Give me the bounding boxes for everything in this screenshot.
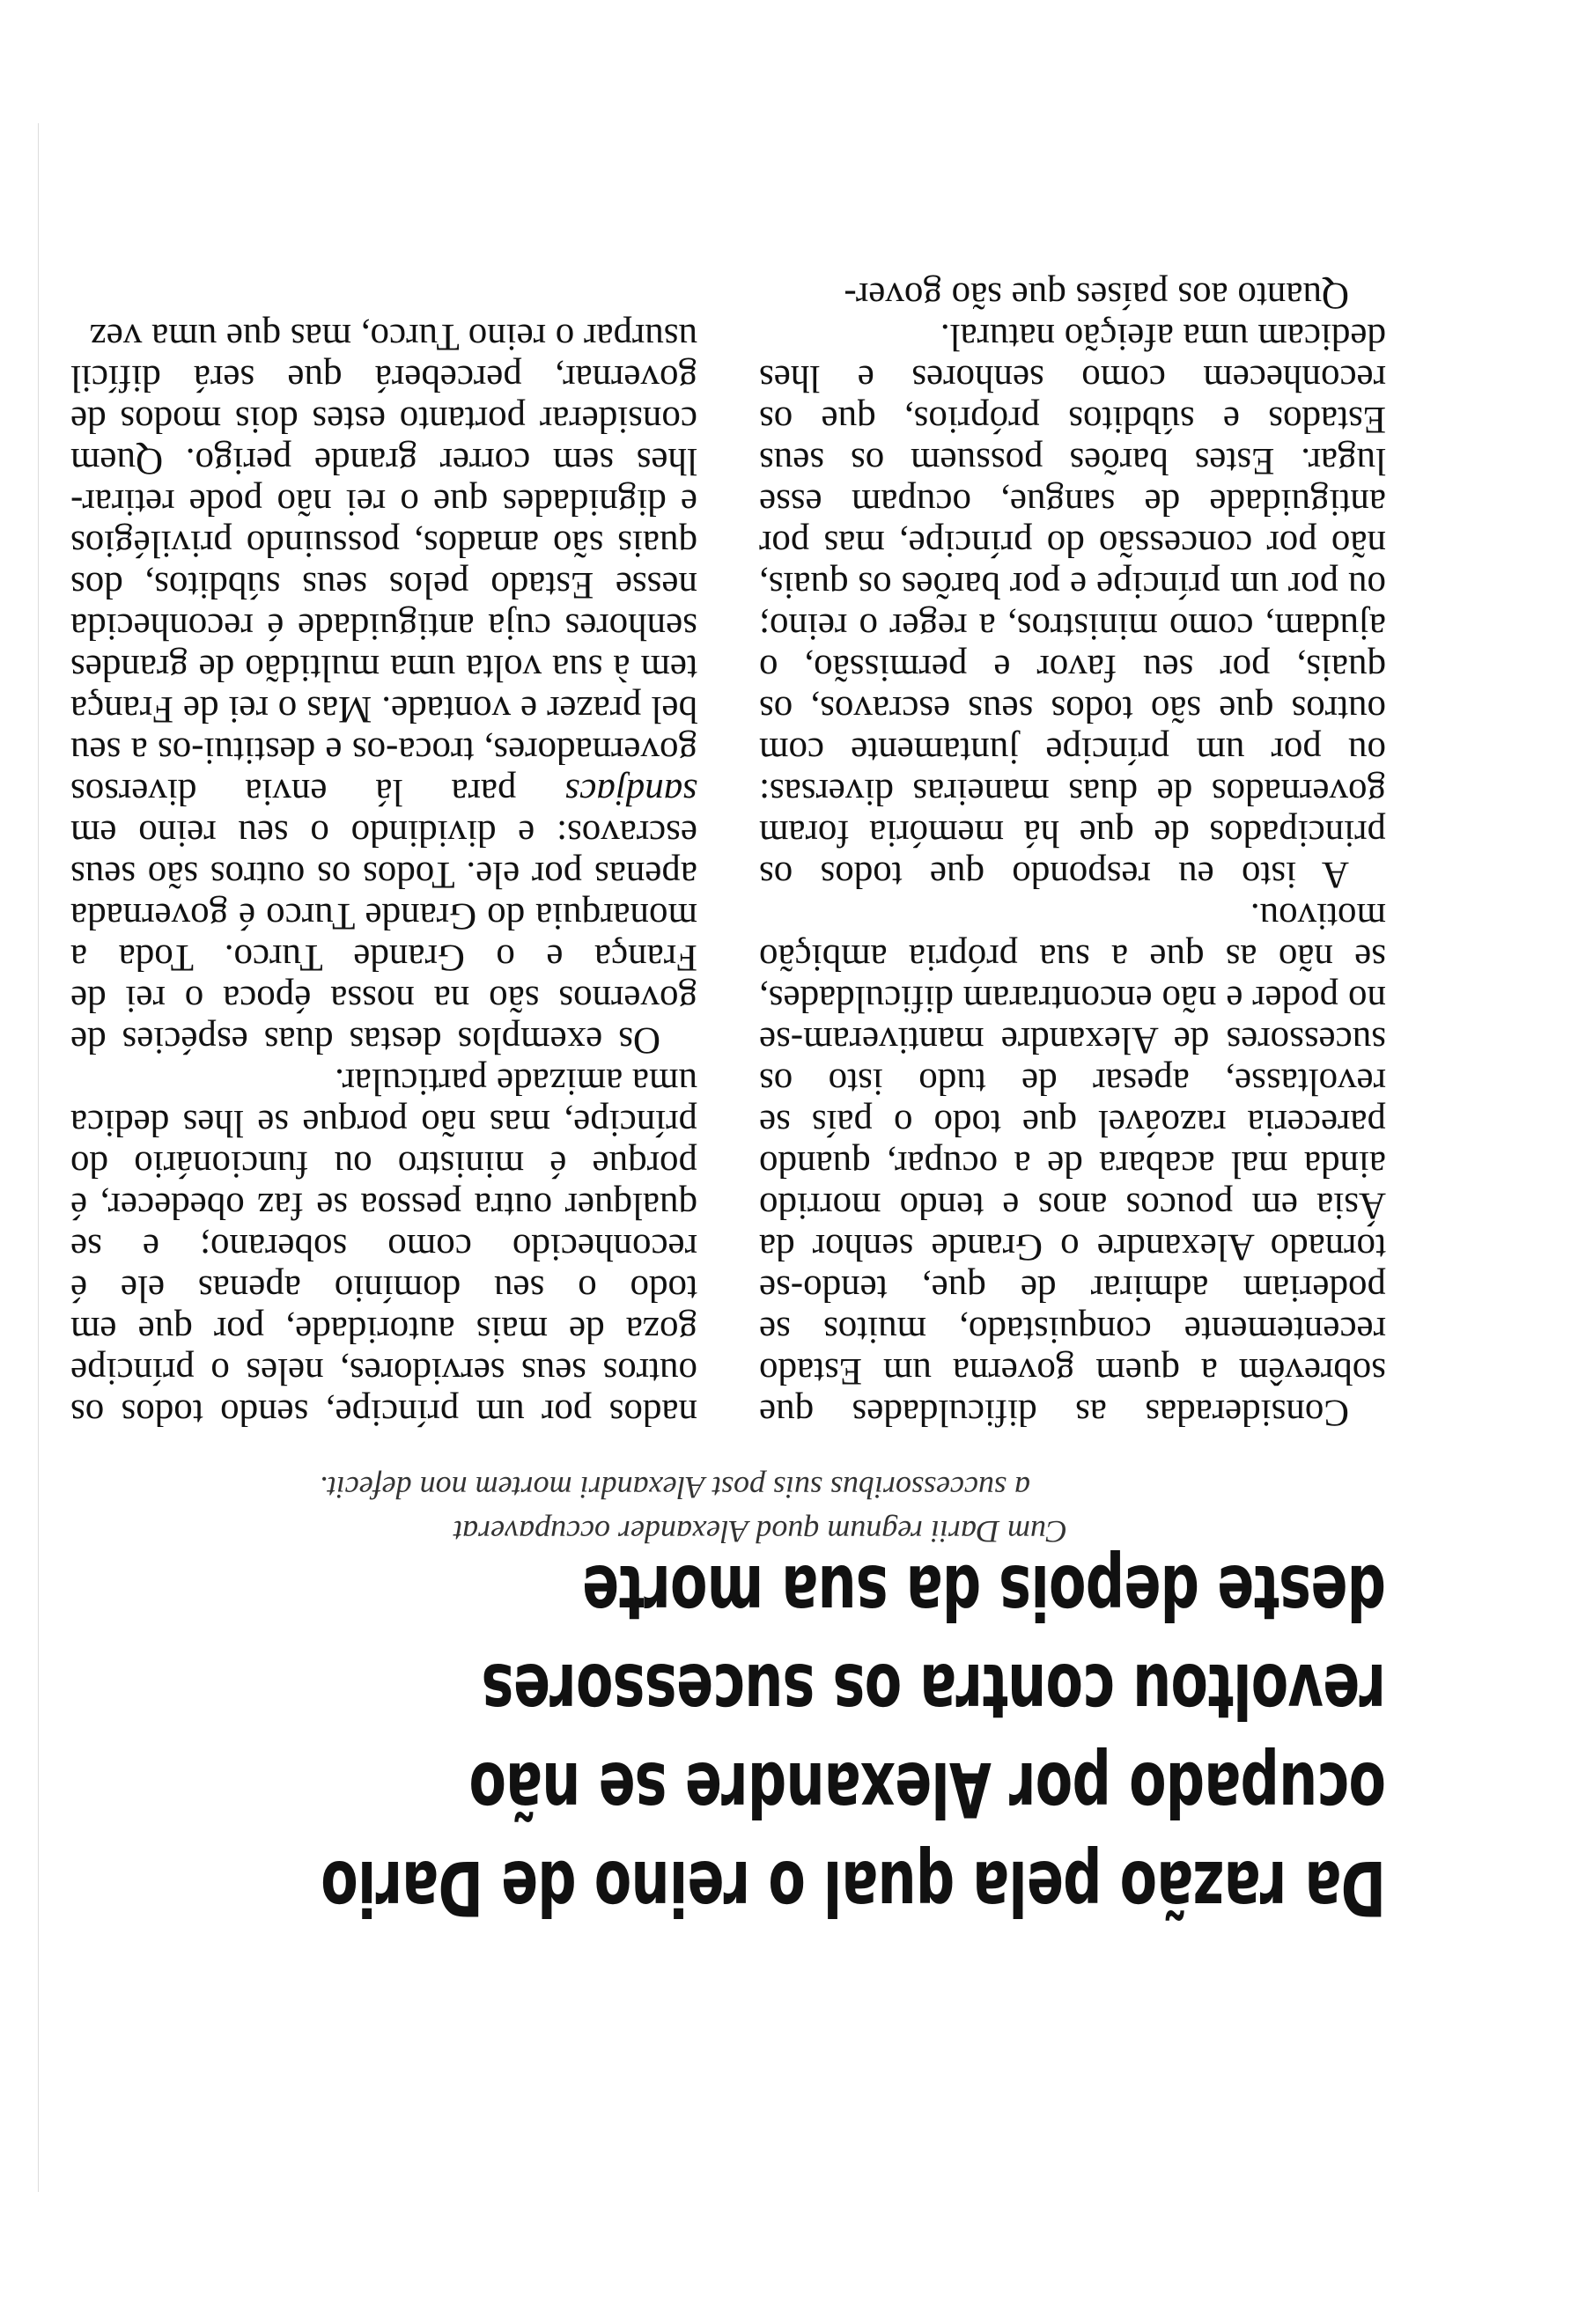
paragraph: Quanto aos países que são gover- [844, 275, 1349, 316]
chapter-title-line: ocupado por Alexandre se não [469, 1745, 1386, 1833]
chapter-title-line: deste depois da sua morte [582, 1548, 1386, 1636]
chapter-title-line: revoltou contra os sucessores [482, 1646, 1386, 1734]
text-column-left [759, 95, 1386, 1433]
epigraph-line: Cum Darii regnum quod Alexander occupaverat [453, 1514, 1067, 1549]
paragraph: Consideradas as dificuldades que sobrevêm a quem governa um Estado recentemente conquistado, muitos se poderiam admirar de que, tendo-se tornado Alexandre o Grande senhor da Ásia em poucos anos e tendo morrido ainda mal acabara de a ocupar, quando pareceria razoável que todo o país se revoltasse, apesar de tudo isto os sucessores de Alexandre mantiveram-se no poder e não encontraram dificuldades, se não as que a sua própria ambição motivou. [759, 895, 1386, 1433]
italic-term: sandjacs [564, 771, 697, 813]
page-edge-line [38, 123, 39, 2192]
chapter-title-line: Da razão pela qual o reino de Dario [321, 1843, 1386, 1931]
latin-epigraph [275, 1466, 1067, 1554]
paragraph-text: para lá envia diversos governadores, troca-os e destitui-os a seu bel prazer e vontade. Mas o rei de França tem à sua volta uma multidão de grandes senhores cuja antiguidade é reconhecida nesse Estado pelos seus súbditos, dos quais são amados, possuindo privilégios e dignidades que o rei não pode retirar-lhes sem correr grande perigo. Quem considerar portanto estes dois modos de governar, perceberá que será difícil usurpar o reino Turco, mas que uma vez [70, 316, 697, 813]
paragraph: nados por um príncipe, sendo todos os outros seus servidores, neles o príncipe goza de mais autoridade, por que em todo o seu domínio apenas ele é reconhecido como soberano; e se qualquer outra pessoa se faz obedecer, é porque é ministro ou funcionário do príncipe, mas não porque se lhes dedica uma amizade particular. [70, 1061, 697, 1433]
chapter-title [321, 1542, 1386, 1937]
text-column-right [70, 95, 697, 1433]
paragraph [70, 316, 697, 1061]
epigraph-line: a successoribus suis post Alexandri mortem non defecit. [319, 1470, 1030, 1505]
paragraph: A isto eu respondo que todos os principados de que há memória foram governados de duas maneiras diversas: ou por um príncipe juntamente com outros que são todos seus escravos, os quais, por seu favor e permissão, o ajudam, como ministros, a reger o reino; ou por um príncipe e por barões os quais, não por concessão do príncipe, mas por antiguidade de sangue, ocupam esse lugar. Estes barões possuem os seus Estados e súbditos próprios, que os reconhecem como senhores e lhes dedicam uma afeição natural. [759, 316, 1386, 895]
paragraph-text: Os exemplos destas duas espécies de governos são na nossa época o rei de França e o Grande Turco. Toda a monarquia do Grande Turco é governada apenas por ele. Todos os outros são seus escravos: e dividindo o seu reino em [70, 813, 697, 1061]
